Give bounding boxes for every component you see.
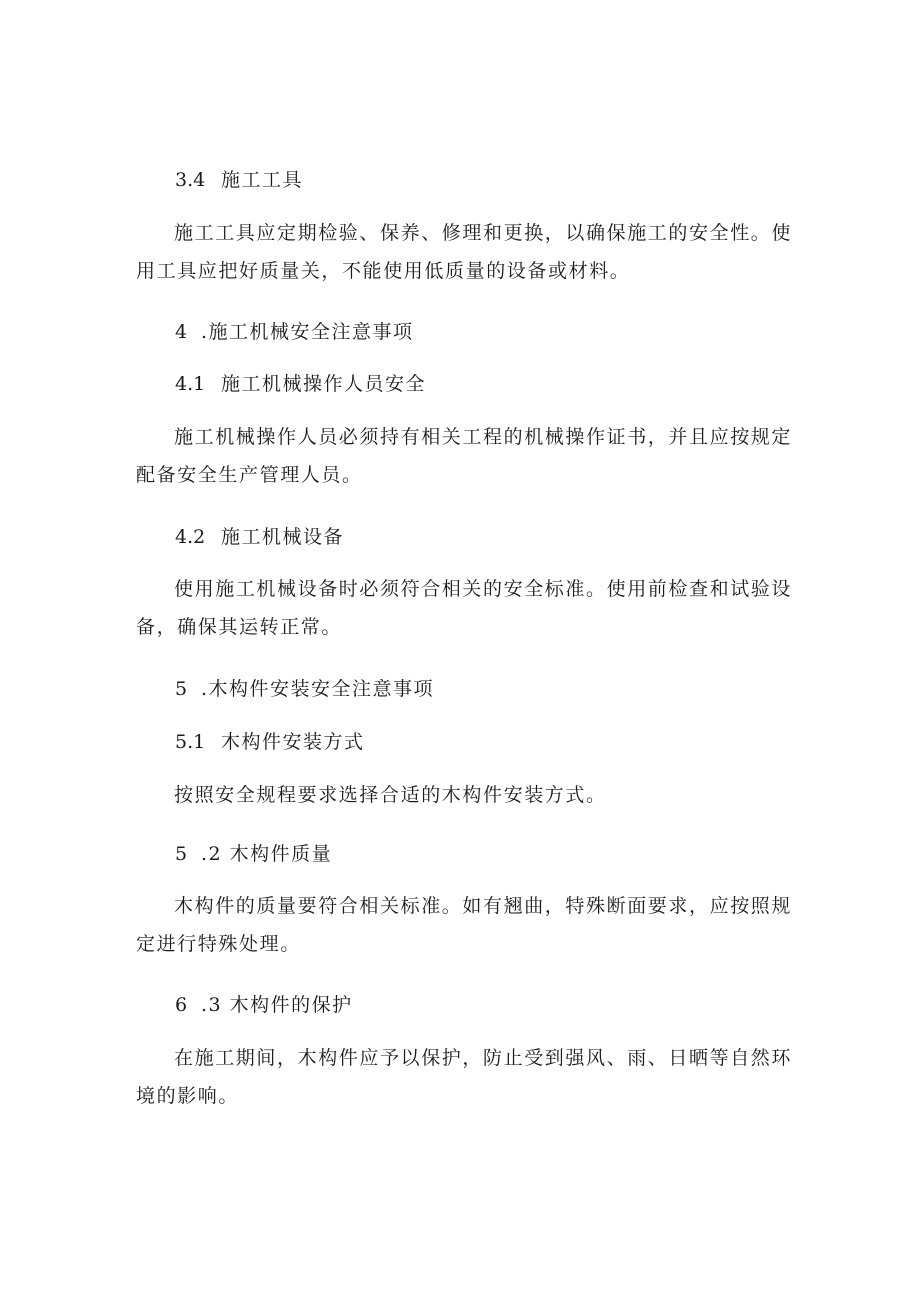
section-heading-5-2 (175, 845, 332, 864)
section-title: .施工机械安全注意事项 (201, 321, 414, 343)
section-number: 5 (175, 678, 188, 700)
section-heading-6-3 (175, 996, 353, 1015)
section-number: 3.4 (175, 169, 206, 191)
section-title: 施工机械设备 (221, 526, 345, 548)
section-title: .3 木构件的保护 (201, 994, 353, 1016)
section-number: 5.1 (175, 731, 206, 753)
paragraph-equipment: 使用施工机械设备时必须符合相关的安全标准。使用前检查和试验设备，确保其运转正常。 (136, 578, 793, 638)
section-heading-5-1 (175, 733, 365, 752)
section-heading-4 (175, 323, 414, 342)
paragraph-wood-protection: 在施工期间，木构件应予以保护，防止受到强风、雨、日晒等自然环境的影响。 (136, 1047, 793, 1107)
paragraph-install-method: 按照安全规程要求选择合适的木构件安装方式。 (174, 784, 607, 806)
section-heading-4-2 (175, 528, 344, 547)
section-heading-4-1 (175, 375, 426, 394)
section-number: 4 (175, 321, 188, 343)
section-heading-5 (175, 680, 434, 699)
section-number: 4.2 (175, 526, 206, 548)
section-title: .木构件安装安全注意事项 (201, 678, 435, 700)
section-title: 木构件安装方式 (221, 731, 365, 753)
section-number: 4.1 (175, 373, 206, 395)
paragraph-tools: 施工工具应定期检验、保养、修理和更换，以确保施工的安全性。使用工具应把好质量关，不能使用低质量的设备或材料。 (136, 222, 793, 282)
section-heading-3-4 (175, 171, 303, 190)
paragraph-wood-quality: 木构件的质量要符合相关标准。如有翘曲，特殊断面要求，应按照规定进行特殊处理。 (136, 895, 793, 955)
section-number: 5 (175, 843, 188, 865)
section-title: .2 木构件质量 (201, 843, 333, 865)
section-title: 施工机械操作人员安全 (221, 373, 427, 395)
paragraph-operators: 施工机械操作人员必须持有相关工程的机械操作证书，并且应按规定配备安全生产管理人员。 (136, 426, 793, 486)
section-title: 施工工具 (221, 169, 304, 191)
section-number: 6 (175, 994, 188, 1016)
